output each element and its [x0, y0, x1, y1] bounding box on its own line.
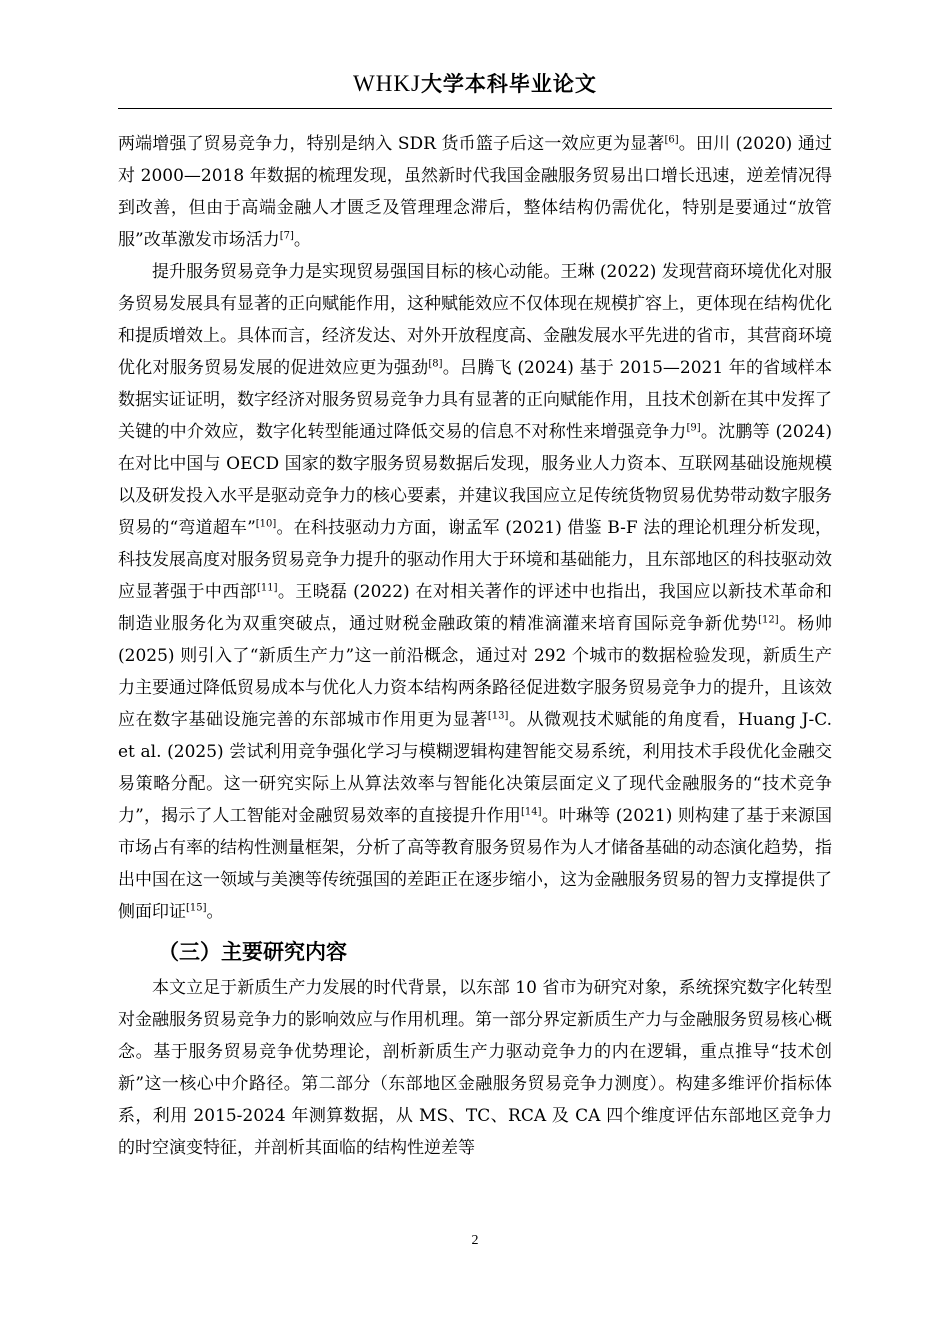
citation-marker: [6] — [664, 134, 679, 146]
section-heading: （三）主要研究内容 — [158, 940, 347, 964]
header-rule — [118, 108, 832, 109]
text-run: 。在科技驱动力方面，谢孟军 (2021) 借鉴 B-F 法的理论机理分析发现，科技发展高度对服务贸易竞争力提升的驱动作用大于环境和基础能力，且东部地区的科技驱动效应显著强于中西部 — [118, 518, 832, 602]
text-run: 两端增强了贸易竞争力，特别是纳入 SDR 货币篮子后这一效应更为显著 — [118, 134, 665, 154]
running-header — [0, 68, 950, 98]
header-title: 大学本科毕业论文 — [420, 72, 597, 96]
citation-marker: [9] — [686, 422, 701, 434]
citation-marker: [12] — [758, 614, 779, 626]
text-run: 。沈鹏等 (2024) 在对比中国与 OECD 国家的数字服务贸易数据后发现，服务业人力资本、互联网基础设施规模以及研发投入水平是驱动竞争力的核心要素，并建议我国应立足传统货物贸易优势带动数字服务贸易的“弯道超车” — [118, 422, 833, 538]
paragraph-3 — [118, 972, 832, 1164]
citation-marker: [10] — [255, 518, 277, 530]
paragraph-1 — [118, 128, 832, 256]
text-run: 本文立足于新质生产力发展的时代背景，以东部 10 省市为研究对象，系统探究数字化转型对金融服务贸易竞争力的影响效应与作用机理。第一部分界定新质生产力与金融服务贸易核心概念。基于服务贸易竞争优势理论，剖析新质生产力驱动竞争力的内在逻辑，重点推导“技术创新”这一核心中介路径。第二部分（东部地区金融服务贸易竞争力测度）。构建多维评价指标体系，利用 2015-2024 年测算数据，从 MS、TC、RCA 及 CA 四个维度评估东部地区竞争力的时空演变特征，并剖析其面临的结构性逆差等 — [118, 978, 832, 1158]
citation-marker: [7] — [279, 230, 294, 242]
body-text — [118, 128, 832, 1164]
citation-marker: [11] — [256, 582, 278, 594]
page-number: 2 — [471, 1233, 479, 1248]
text-run: 。从微观技术赋能的角度看，Huang J-C. et al. (2025) 尝试利用竞争强化学习与模糊逻辑构建智能交易系统，利用技术手段优化金融交易策略分配。这一研究实际上从算法效率与智能化决策层面定义了现代金融服务的“技术竞争力”，揭示了人工智能对金融贸易效率的直接提升作用 — [118, 710, 832, 826]
citation-marker: [8] — [428, 358, 443, 370]
text-run: 。王晓磊 (2022) 在对相关著作的评述中也指出，我国应以新技术革命和制造业服务化为双重突破点，通过财税金融政策的精准滴灌来培育国际竞争新优势 — [118, 582, 833, 634]
citation-marker: [15] — [186, 902, 207, 914]
header-latin: WHKJ — [353, 71, 421, 96]
citation-marker: [14] — [521, 806, 542, 818]
paragraph-2 — [118, 256, 832, 928]
text-run: 。吕腾飞 (2024) 基于 2015—2021 年的省域样本数据实证证明，数字经济对服务贸易竞争力具有显著的正向赋能作用，且技术创新在其中发挥了关键的中介效应，数字化转型能通过降低交易的信息不对称性来增强竞争力 — [118, 358, 833, 442]
citation-marker: [13] — [487, 710, 509, 722]
text-run: 。杨帅 (2025) 则引入了“新质生产力”这一前沿概念，通过对 292 个城市的数据检验发现，新质生产力主要通过降低贸易成本与优化人力资本结构两条路径促进数字服务贸易竞争力的提升，且该效应在数字基础设施完善的东部城市作用更为显著 — [118, 614, 832, 730]
text-run: 提升服务贸易竞争力是实现贸易强国目标的核心动能。王琳 (2022) 发现营商环境优化对服务贸易发展具有显著的正向赋能作用，这种赋能效应不仅体现在规模扩容上，更体现在结构优化和提质增效上。具体而言，经济发达、对外开放程度高、金融发展水平先进的省市，其营商环境优化对服务贸易发展的促进效应更为强劲 — [118, 262, 832, 378]
text-run: 。 — [293, 230, 311, 250]
text-run: 。叶琳等 (2021) 则构建了基于来源国市场占有率的结构性测量框架，分析了高等教育服务贸易作为人才储备基础的动态演化趋势，指出中国在这一领域与美澳等传统强国的差距正在逐步缩小，这为金融服务贸易的智力支撑提供了侧面印证 — [118, 806, 832, 922]
text-run: 。田川 (2020) 通过对 2000—2018 年数据的梳理发现，虽然新时代我国金融服务贸易出口增长迅速，逆差情况得到改善，但由于高端金融人才匮乏及管理理念滞后，整体结构仍需优化，特别是要通过“放管服”改革激发市场活力 — [118, 134, 832, 250]
text-run: 。 — [206, 902, 224, 922]
